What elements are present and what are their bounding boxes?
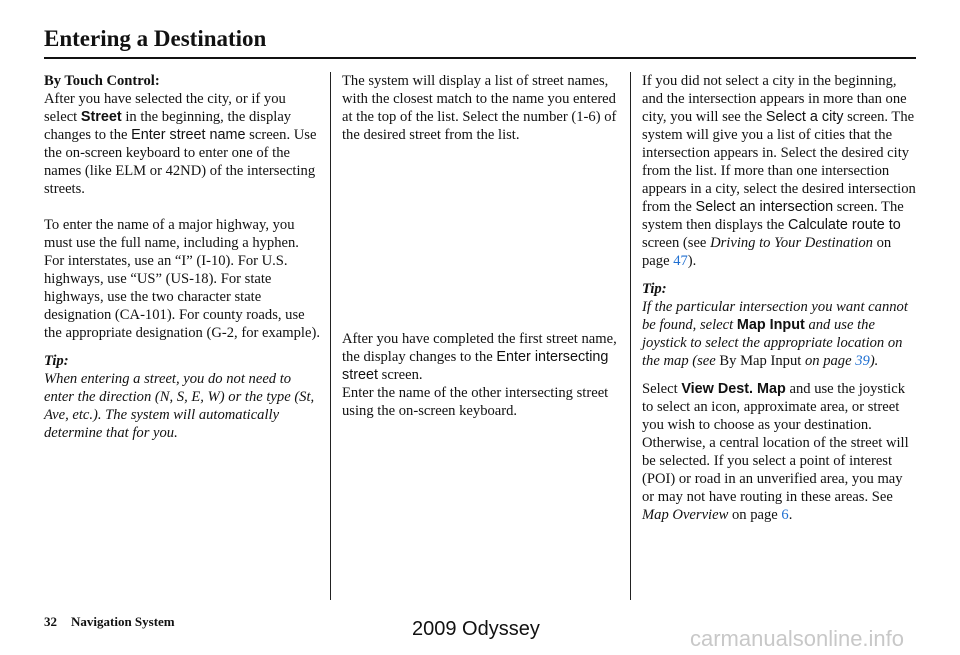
page-link[interactable]: 39: [855, 353, 870, 369]
section-heading: By Touch Control:: [44, 73, 160, 89]
footer-section: Navigation System: [71, 614, 175, 629]
page-footer: [44, 614, 175, 630]
paragraph: The system will display a list of street names, with the closest match to the name you entered at the top of the list. Select the number (1-6) of the desired street from the list.: [342, 73, 617, 143]
page-link[interactable]: 47: [673, 253, 688, 269]
ui-label: Calculate route to: [787, 217, 901, 233]
tip-text: If the particular intersection you want cannot be found, select Map Input and use the joystick to select the appropriate location on the map (see By Map Input on page 39).: [642, 299, 908, 369]
ui-label: Select a city: [765, 109, 844, 125]
site-watermark: carmanualsonline.info: [690, 626, 905, 651]
page-number: 32: [44, 614, 57, 629]
ui-label: Select an intersection: [695, 199, 834, 215]
paragraph: Select View Dest. Map and use the joystick to select an icon, approximate area, or street you wish to choose as your destination. Otherwise, a central location of the street will be selected. If you select a point of interest (POI) or road in an unverified area, you may or may not have routing in these areas. See Map Overview on page 6.: [642, 381, 909, 523]
column-right: [642, 72, 918, 524]
column-divider: [330, 72, 331, 600]
title-rule: [44, 57, 916, 59]
tip-label: Tip:: [642, 281, 667, 297]
paragraph: After you have completed the first street name, the display changes to the Enter intersecting street screen.: [342, 331, 617, 383]
page-link[interactable]: 6: [781, 507, 789, 523]
ui-label: Enter street name: [131, 127, 246, 143]
page-title: Entering a Destination: [44, 26, 267, 51]
column-divider: [630, 72, 631, 600]
model-watermark: 2009 Odyssey: [412, 618, 540, 640]
paragraph: After you have selected the city, or if you select Street in the beginning, the display changes to the Enter street name screen. Use the on-screen keyboard to enter one of the names (like ELM or 42ND) of the intersecting streets.: [44, 91, 317, 197]
tip-text: When entering a street, you do not need to enter the direction (N, S, E, W) or the type (St, Ave, etc.). The system will automatically determine that for you.: [44, 371, 315, 441]
column-left: [44, 72, 320, 442]
column-middle: [342, 72, 622, 420]
paragraph: If you did not select a city in the beginning, and the intersection appears in more than one city, you will see the Select a city screen. The system will give you a list of cities that the intersection appears in. Select the desired city from the list. If more than one intersection appears in a city, select the desired intersection from the Select an intersection screen. The system then displays the Calculate route to screen (see Driving to Your Destination on page 47).: [642, 73, 916, 269]
paragraph: To enter the name of a major highway, you must use the full name, including a hyphen. For interstates, use an “I” (I-10). For U.S. highways, use “US” (US-18). For state highways, use the two character state designation (CA-101). For county roads, use the appropriate designation (G-2, for example).: [44, 217, 320, 341]
tip-label: Tip:: [44, 353, 69, 369]
ui-label: Street: [80, 109, 122, 125]
ui-label: View Dest. Map: [681, 381, 786, 397]
ui-label: Enter intersecting street: [342, 349, 609, 383]
paragraph: Enter the name of the other intersecting street using the on-screen keyboard.: [342, 385, 609, 419]
ui-label: Map Input: [736, 317, 805, 333]
